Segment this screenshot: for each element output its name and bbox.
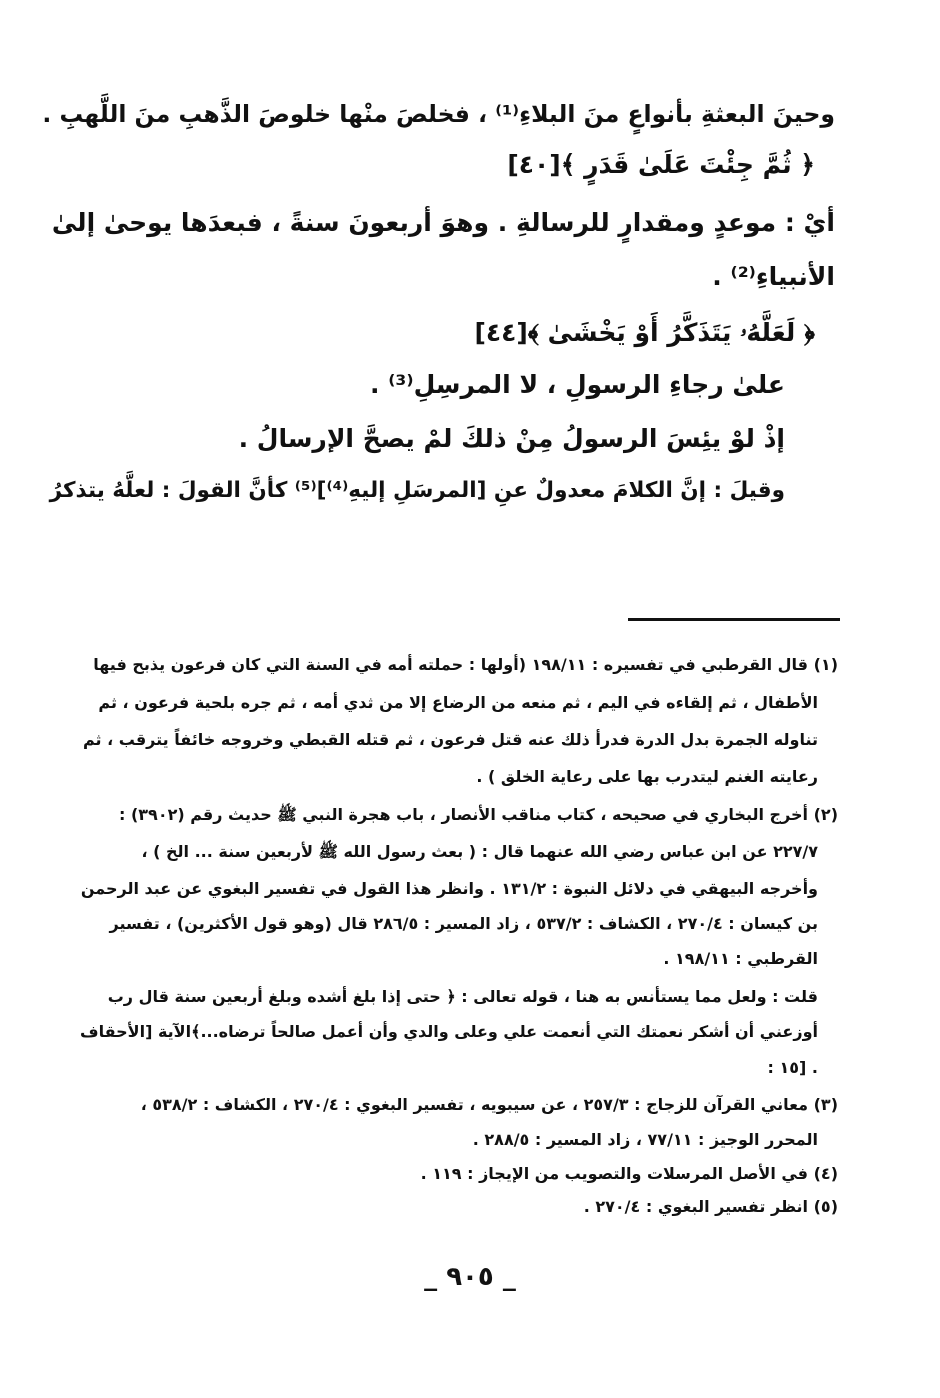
body-line: أيْ : موعدٍ ومقدارٍ للرسالةِ . وهوَ أربعونَ سنةً ، فبعدَها يوحىٰ إلىٰ [51,208,835,237]
footnote-line: رعايته الغنم ليتدرب بها على رعاية الخلق ) . [476,767,818,786]
footnote-line: أوزعني أن أشكر نعمتك التي أنعمت علي وعلى والدي وأن أعمل صالحاً ترضاه...﴾الآية [الأحقاف [80,1022,818,1041]
footnote-line: بن كيسان : ٢٧٠/٤ ، الكشاف : ٥٣٧/٢ ، زاد المسير : ٢٨٦/٥ قال (وهو قول الأكثرين) ، تفسير [109,914,818,933]
footnote-line: (٣) معاني القرآن للزجاج : ٢٥٧/٣ ، عن سيبويه ، تفسير البغوي : ٢٧٠/٤ ، الكشاف : ٥٣٨/٢ ، [140,1095,838,1114]
body-line: وحينَ البعثةِ بأنواعٍ منَ البلاءِ⁽¹⁾ ، فخلصَ منْها خلوصَ الذَّهبِ منَ اللَّهبِ . [42,100,835,128]
footnote-line: المحرر الوجيز : ٧٧/١١ ، زاد المسير : ٢٨٨/٥ . [472,1130,818,1149]
verse-line: ﴿ لَعَلَّهُۥ يَتَذَكَّرُ أَوْ يَخْشَىٰ ﴾[٤٤] [474,318,815,347]
footnote-line: تناوله الجمرة بدل الدرة فدرأ ذلك عنه قتل فرعون ، ثم قتله القبطي وخروجه خائفاً يترقب ، ثم [82,730,818,749]
page-number: _ ٩٠٥ _ [424,1262,516,1292]
footnote-line: وأخرجه البيهقي في دلائل النبوة : ١٣١/٢ . وانظر هذا القول في تفسير البغوي عن عبد الرحمن [80,879,818,898]
body-line: وقيلَ : إنَّ الكلامَ معدولٌ عنِ [المرسَلِ إليهِ⁽⁴⁾]⁽⁵⁾ كأنَّ القولَ : لعلَّهُ يتذكرُ [49,478,785,503]
footnote-line: (٢) أخرج البخاري في صحيحه ، كتاب مناقب الأنصار ، باب هجرة النبي ﷺ حديث رقم (٣٩٠٢) : [119,805,838,824]
footnote-separator [628,618,840,621]
body-line: إذْ لوْ يئِسَ الرسولُ مِنْ ذلكَ لمْ يصحَّ الإرسالُ . [238,424,785,453]
footnote-line: : ١٥] . [767,1058,818,1077]
footnote-line: (٥) انظر تفسير البغوي : ٢٧٠/٤ . [583,1197,838,1216]
footnote-line: القرطبي : ١٩٨/١١ . [663,949,818,968]
footnote-line: الأطفال ، ثم إلقاءه في اليم ، ثم منعه من الرضاع إلا من ثدي أمه ، ثم جره بلحية فرعون ، ثم [98,693,818,712]
body-line: الأنبياءِ⁽²⁾ . [712,262,835,291]
footnote-line: (١) قال القرطبي في تفسيره : ١٩٨/١١ (أولها : حملته أمه في السنة التي كان فرعون يذبح فيها [93,655,838,674]
verse-line: ﴿ ثُمَّ جِئْتَ عَلَىٰ قَدَرٍ ﴾[٤٠] [507,150,815,179]
footnote-line: قلت : ولعل مما يستأنس به هنا ، قوله تعالى : ﴿ حتى إذا بلغ أشده وبلغ أربعين سنة قال رب [107,987,818,1006]
footnote-line: ٢٢٧/٧ عن ابن عباس رضي الله عنهما قال : ( بعث رسول الله ﷺ لأربعين سنة ... الخ ) ، [141,842,818,861]
footnote-line: (٤) في الأصل المرسلات والتصويب من الإيجاز : ١١٩ . [420,1164,838,1183]
body-line: علىٰ رجاءِ الرسولِ ، لا المرسِلِ⁽³⁾ . [370,370,785,399]
